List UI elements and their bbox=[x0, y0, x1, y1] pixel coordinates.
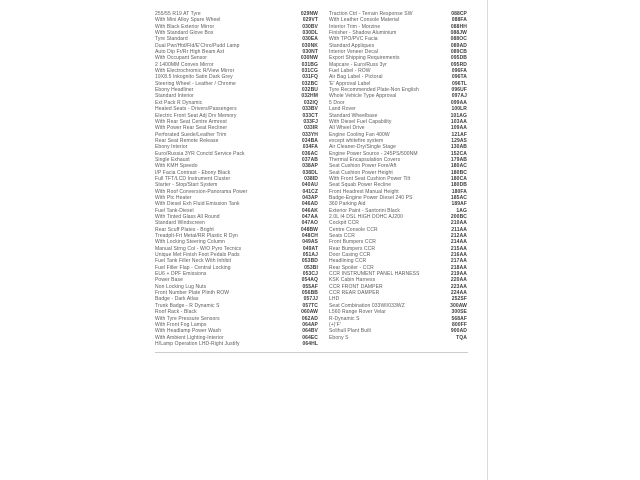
option-code: 053BD bbox=[301, 258, 318, 265]
option-code: 088JW bbox=[450, 30, 467, 37]
option-code: 096TL bbox=[452, 80, 467, 87]
option-description: Engine Power Source - 245PS/500NM bbox=[329, 150, 418, 157]
option-description: Full TFT/LCD Instrument Cluster bbox=[155, 175, 231, 182]
option-code: 096FA bbox=[451, 68, 467, 75]
option-description: Ebony Interior bbox=[155, 144, 188, 151]
option-description: R-Dynamic S bbox=[329, 315, 360, 322]
option-description: Perforated Suede/Leather Trim bbox=[155, 131, 227, 138]
option-description: With TPO/PVC Facia bbox=[329, 36, 378, 43]
option-description: Starter - Stop/Start System bbox=[155, 182, 218, 189]
option-description: With Diesel Exh Fluid Emission Tank bbox=[155, 201, 240, 208]
option-code: 057JJ bbox=[303, 296, 318, 303]
option-description: CCR REAR DAMPER bbox=[329, 290, 380, 297]
option-description: EU6 + DPF Emissions bbox=[155, 271, 207, 278]
option-description: Unique Met Finish Foot Pedals Pads bbox=[155, 252, 240, 259]
option-code: 212AA bbox=[450, 233, 467, 240]
option-description: Badge - Dark Atlas bbox=[155, 296, 199, 303]
option-code: 032BC bbox=[301, 80, 318, 87]
option-description: Land Rover bbox=[329, 106, 356, 113]
option-row bbox=[155, 341, 318, 347]
option-description: Door Casing CCR bbox=[329, 252, 371, 259]
option-code: 088FA bbox=[451, 17, 467, 24]
option-code: 033IR bbox=[304, 125, 318, 132]
option-description: Tyre Standard bbox=[155, 36, 188, 43]
option-description: Export Shipping Requirements bbox=[329, 55, 400, 62]
option-code: 179AB bbox=[450, 156, 467, 163]
option-description: With KMH Speedo bbox=[155, 163, 198, 170]
option-code: 043AP bbox=[302, 194, 318, 201]
option-description: Seat Cushion Power Height bbox=[329, 169, 393, 176]
option-description: Front Number Plate Plinth ROW bbox=[155, 290, 230, 297]
option-code: 219AA bbox=[450, 271, 467, 278]
option-code: 089CB bbox=[450, 49, 467, 56]
option-code: TQA bbox=[456, 334, 467, 341]
option-code: 051AJ bbox=[302, 252, 318, 259]
option-description: Rear Scuff Plates - Bright bbox=[155, 226, 214, 233]
option-description: Fuel Tank-Diesel bbox=[155, 207, 194, 214]
option-code: 060AW bbox=[301, 309, 318, 316]
option-code: 800FF bbox=[452, 321, 467, 328]
option-code: 129AS bbox=[451, 137, 467, 144]
option-description: Cockpit CCR bbox=[329, 220, 359, 227]
option-description: Engine Cooling Fan 400W bbox=[329, 131, 390, 138]
option-code: 223AA bbox=[450, 283, 467, 290]
option-description: 2 1400MM Convex Mirror bbox=[155, 61, 214, 68]
option-description: Seat Cushion Power Fore/Aft bbox=[329, 163, 397, 170]
option-code: 089AD bbox=[450, 42, 467, 49]
option-description: With Mini Alloy Spare Wheel bbox=[155, 17, 221, 24]
option-description: With Roof Conversion-Panorama Power bbox=[155, 188, 248, 195]
option-code: 109AA bbox=[450, 125, 467, 132]
option-description: With Ptc Heater bbox=[155, 194, 192, 201]
option-code: 049AT bbox=[302, 245, 318, 252]
option-code: 216AA bbox=[450, 252, 467, 259]
option-code: 101AG bbox=[450, 112, 467, 119]
option-code: 030EA bbox=[302, 36, 318, 43]
option-code: 215AA bbox=[450, 245, 467, 252]
option-code: 037AB bbox=[301, 156, 318, 163]
option-description: With Front Fog Lamps bbox=[155, 321, 207, 328]
option-description: Badge-Engine Power Diesel 240 PS bbox=[329, 194, 413, 201]
option-code: 057TC bbox=[302, 302, 318, 309]
option-description: Rear Seat Remote Release bbox=[155, 137, 219, 144]
option-code: 064HL bbox=[302, 340, 318, 347]
option-code: 568AF bbox=[451, 315, 467, 322]
option-description: With Electrochromic R/View Mirror bbox=[155, 68, 235, 75]
option-code: 097AJ bbox=[451, 93, 467, 100]
option-code: 211AA bbox=[451, 226, 467, 233]
option-code: 218AA bbox=[450, 264, 467, 271]
option-code: 121AF bbox=[451, 131, 467, 138]
option-description: Ext Pack R Dynamic bbox=[155, 99, 203, 106]
option-description: CCR FRONT DAMPER bbox=[329, 283, 383, 290]
options-column-left bbox=[155, 11, 318, 347]
option-code: 040AU bbox=[301, 182, 318, 189]
option-description: I/P Facia Contrast - Ebony Black bbox=[155, 169, 231, 176]
option-description: Fuel Tank Filler Neck With Inhibit bbox=[155, 258, 232, 265]
option-code: 064BV bbox=[302, 328, 318, 335]
option-description: (+)'F' bbox=[329, 321, 341, 328]
option-code: 1AG bbox=[456, 207, 467, 214]
option-description: Power Base bbox=[155, 277, 183, 284]
option-description: Finisher - Shadow Aluminium bbox=[329, 30, 397, 37]
option-description: 360 Parking Aid bbox=[329, 201, 366, 208]
option-code: 031FQ bbox=[302, 74, 318, 81]
option-description: 19X8.5 Inkognito Satin Dark Grey bbox=[155, 74, 233, 81]
option-description: With Ambient Lighting-Interior bbox=[155, 334, 224, 341]
option-code: 180BC bbox=[450, 169, 467, 176]
option-description: Interior Trim - Morzine bbox=[329, 23, 381, 30]
option-code: 033BV bbox=[302, 106, 318, 113]
option-code: 032HM bbox=[301, 93, 318, 100]
option-code: 088HH bbox=[450, 23, 467, 30]
option-description: Headlining CCR bbox=[329, 258, 367, 265]
option-code: 220AA bbox=[450, 277, 467, 284]
option-description: 5 Door bbox=[329, 99, 345, 106]
option-description: Fuel Filler Flap - Central Locking bbox=[155, 264, 231, 271]
option-code: 224AA bbox=[450, 290, 467, 297]
option-code: 300AW bbox=[450, 302, 467, 309]
option-code: 047AO bbox=[301, 220, 318, 227]
option-code: 032IQ bbox=[303, 99, 318, 106]
option-code: 033FJ bbox=[303, 118, 318, 125]
option-code: 029NW bbox=[300, 11, 318, 17]
option-code: 095DB bbox=[450, 55, 467, 62]
option-code: 088OC bbox=[450, 36, 467, 43]
option-description: With Diesel Fuel Capability bbox=[329, 118, 392, 125]
option-code: 036AC bbox=[301, 150, 318, 157]
option-description: Steering Wheel - Leather / Chrome bbox=[155, 80, 236, 87]
option-description: Front Bumpers CCR bbox=[329, 239, 376, 246]
option-description: Fuel Label - ROW bbox=[329, 68, 371, 75]
option-description: Whole Vehicle Type Approval bbox=[329, 93, 397, 100]
option-description: Manual Strng Col - W/O Pyro Tecnics bbox=[155, 245, 242, 252]
option-code: 200BC bbox=[450, 214, 467, 220]
option-description: Trunk Badge - R Dynamic S bbox=[155, 302, 220, 309]
option-description: Rear Spoiler - CCR bbox=[329, 264, 374, 271]
option-description: Roof Rack - Black bbox=[155, 309, 197, 316]
option-description: 2.0L I4 DSL HIGH DOHC AJ200 bbox=[329, 214, 404, 220]
option-code: 029VT bbox=[302, 17, 318, 24]
option-description: With Front Seat Cushion Power Tilt bbox=[329, 175, 411, 182]
option-description: Solihull Plant Built bbox=[329, 328, 372, 335]
option-description: Seats CCR bbox=[329, 233, 355, 240]
option-code: 047AA bbox=[301, 214, 318, 220]
option-description: Electric Front Seat Adj Drv Memory bbox=[155, 112, 237, 119]
option-code: 030NW bbox=[300, 55, 318, 62]
option-description: Mapcare - Euro/Russ 3yr bbox=[329, 61, 387, 68]
option-description: Thermal Encapsulation Covers bbox=[329, 156, 401, 163]
option-code: 152CA bbox=[450, 150, 467, 157]
option-description: Centre Console CCR bbox=[329, 226, 378, 233]
option-code: 030NT bbox=[302, 49, 318, 56]
option-code: 185AC bbox=[450, 194, 467, 201]
option-code: 031BG bbox=[301, 61, 318, 68]
option-code: 095RD bbox=[450, 61, 467, 68]
option-code: 046AK bbox=[301, 207, 318, 214]
option-code: 180FA bbox=[451, 188, 467, 195]
option-description: KSK Cabin Harness bbox=[329, 277, 376, 284]
option-code: 103AA bbox=[450, 118, 467, 125]
option-description: LHD bbox=[329, 296, 340, 303]
option-code: 048CH bbox=[301, 233, 318, 240]
option-code: 038ID bbox=[304, 175, 318, 182]
option-code: 130AB bbox=[450, 144, 467, 151]
option-description: With Occupant Sensor bbox=[155, 55, 208, 62]
option-description: With Tinted Glass All Round bbox=[155, 214, 220, 220]
option-code: 180CA bbox=[450, 175, 467, 182]
option-description: 'E' Approval Label bbox=[329, 80, 371, 87]
option-description: With Rear Seat Centre Armrest bbox=[155, 118, 227, 125]
option-code: 030NK bbox=[301, 42, 318, 49]
option-description: With Tyre Pressure Sensors bbox=[155, 315, 220, 322]
option-code: 088CP bbox=[451, 11, 467, 17]
option-code: 180DB bbox=[450, 182, 467, 189]
option-code: 252SF bbox=[451, 296, 467, 303]
option-description: Standard Interior bbox=[155, 93, 194, 100]
option-code: 034BA bbox=[301, 137, 318, 144]
option-code: 031CG bbox=[301, 68, 318, 75]
option-code: 049AS bbox=[302, 239, 318, 246]
option-description: 255/55 R19 AT Tyre bbox=[155, 11, 201, 17]
option-code: 038DL bbox=[302, 169, 318, 176]
option-description: Auto Dip Fr/Rr High Beam Ast bbox=[155, 49, 225, 56]
option-description: With Locking Steering Column bbox=[155, 239, 226, 246]
option-row bbox=[329, 335, 467, 341]
option-description: With Black Exterior Mirror bbox=[155, 23, 215, 30]
option-description: Air Cleaner-Dry/Single Stage bbox=[329, 144, 396, 151]
option-code: 180AC bbox=[450, 163, 467, 170]
option-code: 038AP bbox=[302, 163, 318, 170]
option-description: Standard Windscreen bbox=[155, 220, 205, 227]
option-code: 033YH bbox=[302, 131, 318, 138]
option-description: Ebony S bbox=[329, 334, 349, 341]
option-description: Seat Combination 033WI/033WZ bbox=[329, 302, 405, 309]
option-description: Non Locking Lug Nuts bbox=[155, 283, 207, 290]
option-code: 056BB bbox=[301, 290, 318, 297]
option-code: 033CT bbox=[302, 112, 318, 119]
option-description: Heated Seats - Drivers/Passengers bbox=[155, 106, 237, 113]
option-code: 217AA bbox=[450, 258, 467, 265]
option-description: Exterior Paint - Santorini Black bbox=[329, 207, 401, 214]
option-description: Seat Squab Power Recline bbox=[329, 182, 392, 189]
option-description: Traction Ctrl - Terrain Response SW bbox=[329, 11, 413, 17]
option-code: 053CJ bbox=[302, 271, 318, 278]
option-code: 046AD bbox=[301, 201, 318, 208]
option-code: 048BW bbox=[300, 226, 318, 233]
option-code: 214AA bbox=[450, 239, 467, 246]
bottom-rule bbox=[155, 352, 468, 353]
option-description: CCR INSTRUMENT PANEL HARNESS bbox=[329, 271, 420, 278]
option-description: Standard Wheelbase bbox=[329, 112, 378, 119]
option-description: L560 Range Rover Velar bbox=[329, 309, 386, 316]
option-code: 096TA bbox=[451, 74, 467, 81]
option-code: 030BV bbox=[302, 23, 318, 30]
option-description: Tyre Recommended Plate-Non English bbox=[329, 87, 419, 94]
option-description: With Standard Glove Box bbox=[155, 30, 214, 37]
option-code: 064AP bbox=[302, 321, 318, 328]
option-description: Rear Bumpers CCR bbox=[329, 245, 376, 252]
option-code: 900AD bbox=[450, 328, 467, 335]
option-code: 041CZ bbox=[302, 188, 318, 195]
option-description: Interior Veneer Decal bbox=[329, 49, 379, 56]
option-code: 030DL bbox=[302, 30, 318, 37]
options-column-right bbox=[329, 11, 467, 341]
option-description: With Headlamp Power Wash bbox=[155, 328, 222, 335]
option-code: 096UF bbox=[451, 87, 467, 94]
option-code: 064EC bbox=[302, 334, 318, 341]
option-code: 210AA bbox=[450, 220, 467, 227]
option-description: Air Bag Label - Pictoral bbox=[329, 74, 383, 81]
option-code: 300SE bbox=[451, 309, 467, 316]
option-code: 053BI bbox=[304, 264, 318, 271]
option-description: Standard Appliques bbox=[329, 42, 375, 49]
option-description: except whitefire system bbox=[329, 137, 384, 144]
option-description: With Leather Console Material bbox=[329, 17, 400, 24]
option-code: 054AQ bbox=[301, 277, 318, 284]
option-description: Dual Pwr/Htd/Fld/E'Chro/Pudd Lamp bbox=[155, 42, 240, 49]
option-code: 034FA bbox=[302, 144, 318, 151]
option-description: Single Exhaust bbox=[155, 156, 190, 163]
option-code: 055AF bbox=[302, 283, 318, 290]
option-code: 032BU bbox=[301, 87, 318, 94]
page-edge-line bbox=[487, 0, 488, 480]
option-description: Front Headrest Manual Height bbox=[329, 188, 399, 195]
option-description: With Power Rear Seat Recliner bbox=[155, 125, 228, 132]
option-description: Ebony Headliner bbox=[155, 87, 194, 94]
option-description: Euro/Russia 3YR Conctd Service Pack bbox=[155, 150, 245, 157]
option-code: 100LR bbox=[451, 106, 467, 113]
option-code: 099AA bbox=[450, 99, 467, 106]
option-code: 189AF bbox=[451, 201, 467, 208]
option-description: Treadplt-Frt Metal/RR Plastic R Dyn bbox=[155, 233, 239, 240]
option-code: 062AD bbox=[301, 315, 318, 322]
option-description: All Wheel Drive bbox=[329, 125, 365, 132]
option-description: H/Lamp Operation LHD-Right Justify bbox=[155, 340, 240, 347]
